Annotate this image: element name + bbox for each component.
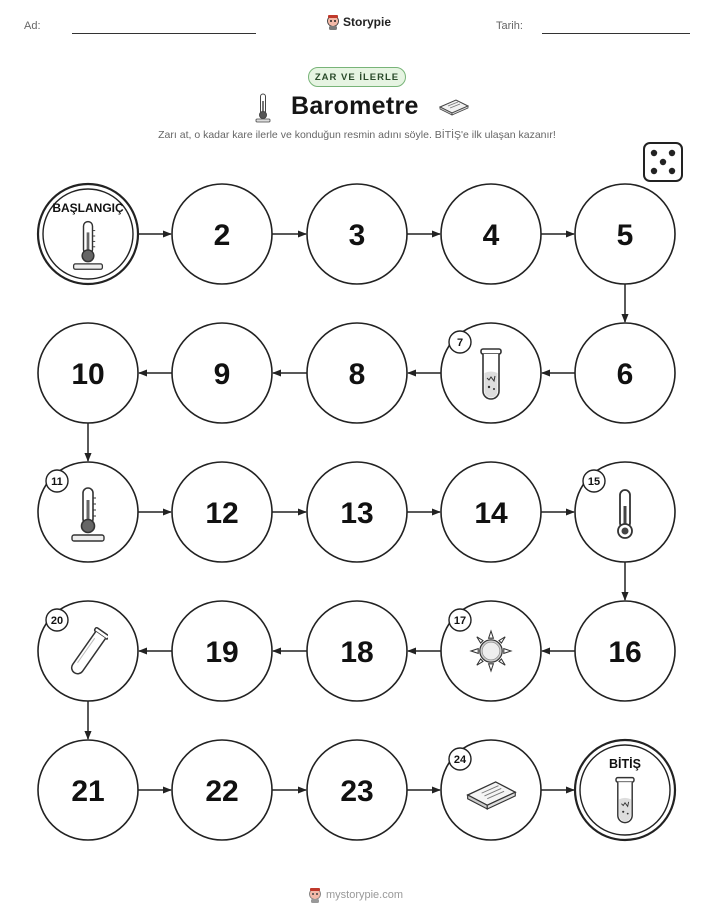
board-space-14	[441, 462, 541, 562]
game-type-badge: ZAR VE İLERLE	[308, 67, 406, 87]
name-label: Ad:	[24, 20, 41, 32]
instructions-text: Zarı at, o kadar kare ilerle ve konduğun resmin adını söyle. BİTİŞ'e ilk ulaşan kazanır!	[158, 129, 556, 141]
space-number: 22	[205, 775, 239, 808]
board-space-5	[575, 184, 675, 284]
board-space-15	[575, 462, 675, 562]
board-space-23	[307, 740, 407, 840]
space-number: 16	[608, 636, 642, 669]
board-space-10	[38, 323, 138, 423]
space-number: 23	[340, 775, 374, 808]
mascot-icon	[308, 887, 322, 903]
space-number: 14	[474, 497, 508, 530]
test-tube-icon	[481, 349, 501, 399]
space-label: BİTİŞ	[609, 757, 641, 771]
footer	[308, 887, 403, 903]
board-space-21	[38, 740, 138, 840]
sun-icon	[471, 631, 511, 671]
board-space-20	[38, 601, 138, 701]
board-space-19	[172, 601, 272, 701]
space-number: 5	[616, 219, 634, 252]
test-tube-icon	[616, 778, 634, 823]
board-space-8	[307, 323, 407, 423]
space-label: BAŞLANGIÇ	[52, 201, 124, 215]
page-title: Barometre	[291, 92, 419, 120]
space-number: 4	[482, 219, 500, 252]
board-space-17	[441, 601, 541, 701]
board-space-12	[172, 462, 272, 562]
space-number: 13	[340, 497, 374, 530]
board-space-1	[38, 184, 138, 284]
board-space-24	[441, 740, 541, 840]
board-space-22	[172, 740, 272, 840]
space-badge-number: 11	[51, 476, 63, 488]
brand-name: Storypie	[343, 15, 392, 29]
space-badge-number: 20	[50, 615, 64, 627]
board-space-6	[575, 323, 675, 423]
board-space-16	[575, 601, 675, 701]
space-badge-number: 15	[587, 476, 601, 488]
board-space-2	[172, 184, 272, 284]
space-badge-number: 17	[453, 615, 467, 627]
board-space-13	[307, 462, 407, 562]
board-space-9	[172, 323, 272, 423]
space-badge-number: 7	[456, 337, 464, 349]
space-number: 3	[348, 219, 366, 252]
space-number: 12	[205, 497, 239, 530]
space-badge-number: 24	[453, 754, 467, 766]
board-space-7	[441, 323, 541, 423]
space-number: 21	[71, 775, 105, 808]
space-number: 8	[348, 358, 366, 391]
small-thermometer-icon	[618, 490, 632, 538]
board-space-11	[38, 462, 138, 562]
date-label: Tarih:	[496, 20, 523, 32]
board-space-25	[575, 740, 675, 840]
space-number: 6	[616, 358, 634, 391]
space-number: 19	[205, 636, 239, 669]
board-space-18	[307, 601, 407, 701]
space-number: 10	[71, 358, 105, 391]
board-space-4	[441, 184, 541, 284]
space-number: 9	[213, 358, 231, 391]
space-number: 18	[340, 636, 374, 669]
footer-url: mystorypie.com	[326, 889, 404, 901]
space-number: 2	[213, 219, 231, 252]
board-space-3	[307, 184, 407, 284]
